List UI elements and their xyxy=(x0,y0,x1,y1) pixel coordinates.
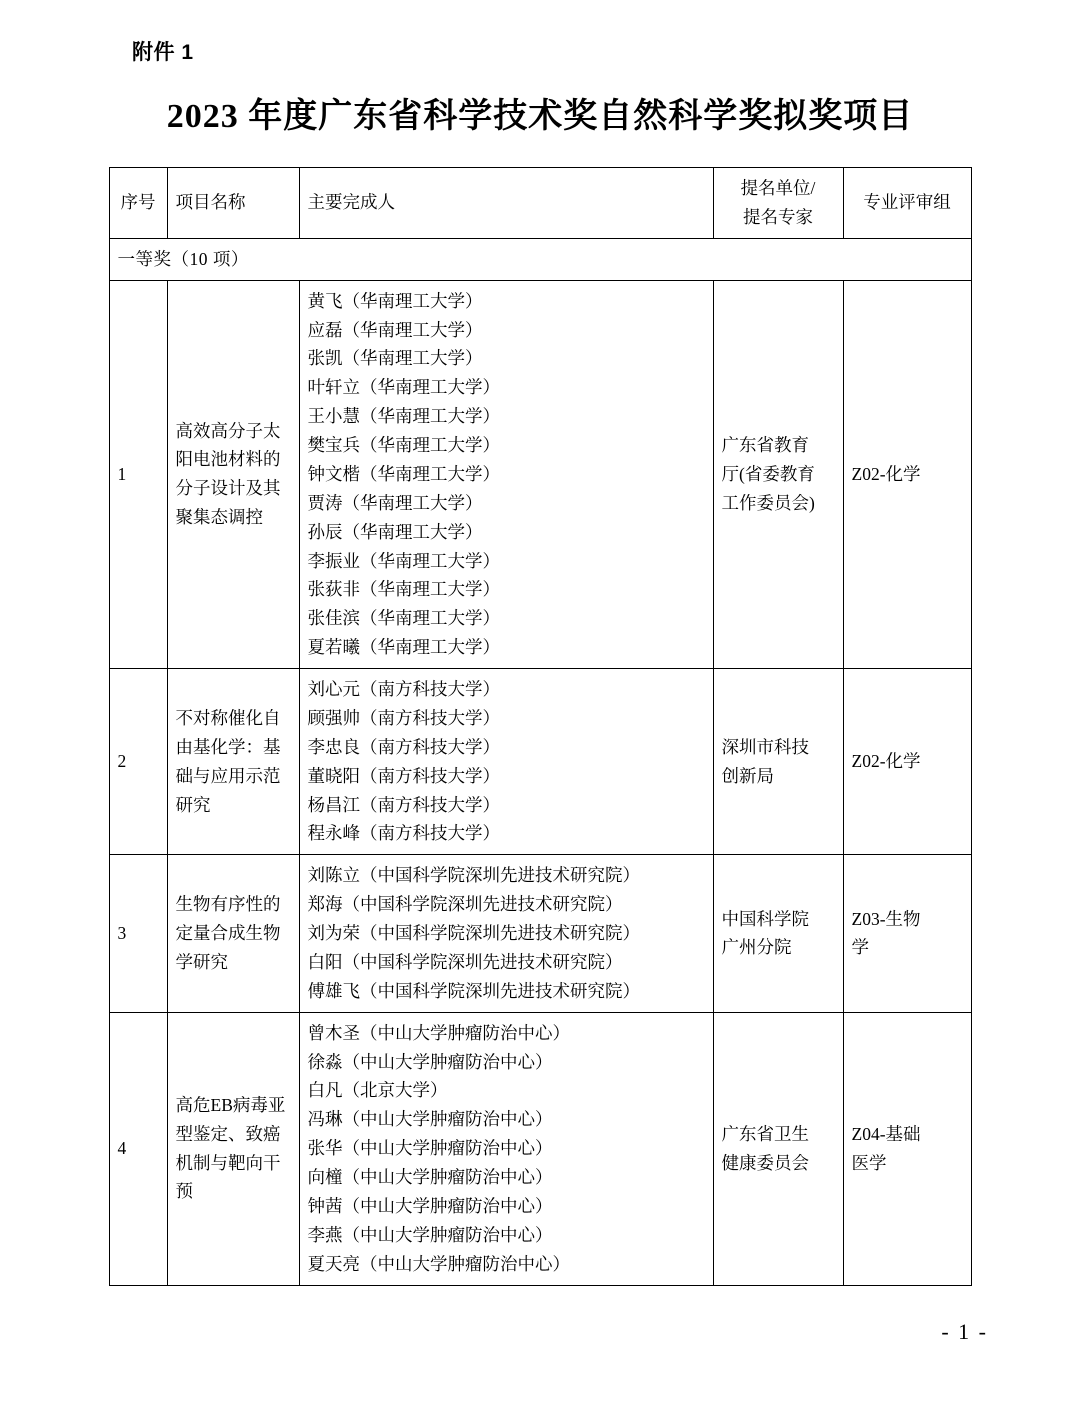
contributor: 杨昌江（南方科技大学） xyxy=(307,794,500,815)
group-line: Z03-生物 xyxy=(851,908,921,929)
contributor: 冯琳（中山大学肿瘤防治中心） xyxy=(307,1109,553,1130)
contributor: 郑海（中国科学院深圳先进技术研究院） xyxy=(307,894,623,915)
group-line: 医学 xyxy=(851,1152,887,1173)
row-project-name: 不对称催化自由基化学：基础与应用示范研究 xyxy=(167,669,299,855)
table-header-row xyxy=(109,168,971,239)
row-nominating-unit xyxy=(713,280,843,668)
row-nominating-unit xyxy=(713,855,843,1012)
row-review-group xyxy=(843,855,971,1012)
contributor: 傅雄飞（中国科学院深圳先进技术研究院） xyxy=(307,980,640,1001)
page-title: 2023 年度广东省科学技术奖自然科学奖拟奖项目 xyxy=(166,98,914,135)
contributor: 张佳滨（华南理工大学） xyxy=(307,608,500,629)
table-row xyxy=(109,855,971,1012)
header-main-contributors: 主要完成人 xyxy=(299,168,713,239)
row-seq: 1 xyxy=(109,280,167,668)
group-line: Z02-化学 xyxy=(851,751,921,772)
contributor: 王小慧（华南理工大学） xyxy=(307,406,500,427)
contributor: 应磊（华南理工大学） xyxy=(307,319,483,340)
contributor: 刘心元（南方科技大学） xyxy=(307,679,500,699)
contributor: 李忠良（南方科技大学） xyxy=(307,736,500,757)
contributor: 程永峰（南方科技大学） xyxy=(307,823,500,844)
row-nominating-unit xyxy=(713,669,843,855)
row-project-name: 高效高分子太阳电池材料的分子设计及其聚集态调控 xyxy=(167,280,299,668)
row-contributors xyxy=(299,1012,713,1285)
table-header xyxy=(109,168,971,239)
contributor: 张华（中山大学肿瘤防治中心） xyxy=(307,1138,553,1159)
unit-line: 深圳市科技 xyxy=(721,736,809,757)
row-contributors xyxy=(299,669,713,855)
row-seq: 2 xyxy=(109,669,167,855)
row-contributors xyxy=(299,280,713,668)
group-line: Z02-化学 xyxy=(851,463,921,484)
contributor: 叶轩立（华南理工大学） xyxy=(307,377,500,398)
unit-line: 广东省教育 xyxy=(721,435,809,455)
table-body xyxy=(109,238,971,1285)
unit-line: 创新局 xyxy=(721,765,774,786)
contributor: 夏若曦（华南理工大学） xyxy=(307,637,500,658)
contributor: 曾木圣（中山大学肿瘤防治中心） xyxy=(307,1022,570,1043)
row-review-group xyxy=(843,280,971,668)
row-contributors xyxy=(299,855,713,1012)
attachment-label: 附件 1 xyxy=(132,41,194,64)
contributor: 向橦（中山大学肿瘤防治中心） xyxy=(307,1167,553,1187)
unit-line: 厅(省委教育 xyxy=(721,463,815,484)
row-nominating-unit xyxy=(713,1012,843,1285)
contributor: 李燕（中山大学肿瘤防治中心） xyxy=(307,1224,553,1245)
group-line: 学 xyxy=(851,937,869,958)
unit-line: 工作委员会) xyxy=(721,492,815,513)
contributor: 钟文楷（华南理工大学） xyxy=(307,463,500,484)
header-nominating-unit xyxy=(713,168,843,239)
contributor: 孙辰（华南理工大学） xyxy=(307,521,483,542)
row-seq: 4 xyxy=(109,1012,167,1285)
row-review-group xyxy=(843,1012,971,1285)
contributor: 白凡（北京大学） xyxy=(307,1080,448,1101)
contributor: 徐淼（中山大学肿瘤防治中心） xyxy=(307,1051,553,1072)
unit-line: 健康委员会 xyxy=(721,1152,809,1173)
table-row xyxy=(109,280,971,668)
contributor: 刘陈立（中国科学院深圳先进技术研究院） xyxy=(307,865,640,886)
row-project-name: 高危EB病毒亚型鉴定、致癌机制与靶向干预 xyxy=(167,1012,299,1285)
contributor: 张凯（华南理工大学） xyxy=(307,348,483,369)
header-nominating-unit-line1: 提名单位/ xyxy=(740,178,816,198)
contributor: 钟茜（中山大学肿瘤防治中心） xyxy=(307,1195,553,1216)
contributor: 张荻非（华南理工大学） xyxy=(307,579,500,600)
contributor: 樊宝兵（华南理工大学） xyxy=(307,435,500,455)
header-seq: 序号 xyxy=(109,168,167,239)
header-project-name: 项目名称 xyxy=(167,168,299,239)
table-row xyxy=(109,669,971,855)
row-review-group xyxy=(843,669,971,855)
row-seq: 3 xyxy=(109,855,167,1012)
header-review-group: 专业评审组 xyxy=(843,168,971,239)
group-line: Z04-基础 xyxy=(851,1123,921,1144)
section-header-row xyxy=(109,238,971,280)
unit-line: 广东省卫生 xyxy=(721,1123,809,1144)
section-title: 一等奖（10 项） xyxy=(109,238,971,280)
contributor: 夏天亮（中山大学肿瘤防治中心） xyxy=(307,1253,570,1274)
unit-line: 广州分院 xyxy=(721,937,792,958)
contributor: 白阳（中国科学院深圳先进技术研究院） xyxy=(307,951,623,972)
contributor: 李振业（华南理工大学） xyxy=(307,550,500,571)
contributor: 董晓阳（南方科技大学） xyxy=(307,765,500,786)
page-number: - 1 - xyxy=(941,1319,988,1344)
contributor: 顾强帅（南方科技大学） xyxy=(307,707,500,728)
award-table xyxy=(109,167,972,1286)
header-nominating-unit-line2: 提名专家 xyxy=(743,206,813,227)
contributor: 黄飞（华南理工大学） xyxy=(307,290,483,311)
contributor: 贾涛（华南理工大学） xyxy=(307,492,483,513)
unit-line: 中国科学院 xyxy=(721,908,809,929)
table-row xyxy=(109,1012,971,1285)
contributor: 刘为荣（中国科学院深圳先进技术研究院） xyxy=(307,923,640,943)
row-project-name: 生物有序性的定量合成生物学研究 xyxy=(167,855,299,1012)
